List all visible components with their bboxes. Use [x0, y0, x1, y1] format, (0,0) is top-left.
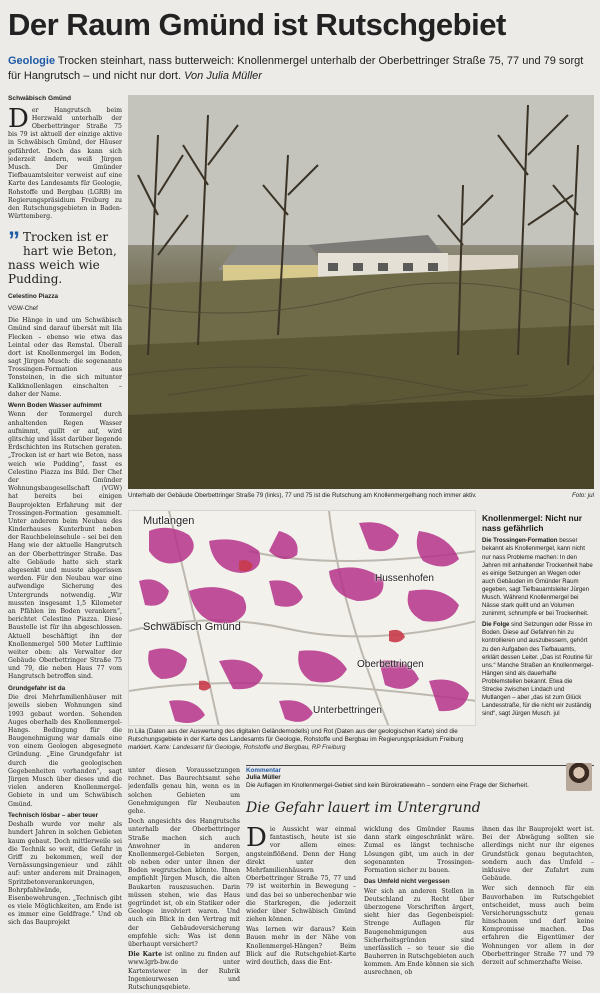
comment-divider [246, 765, 594, 766]
dateline: Schwäbisch Gmünd [8, 95, 72, 102]
map-label-unterbettringen: Unterbettringen [313, 705, 382, 716]
map-label-hussenhofen: Hussenhofen [375, 573, 434, 584]
article-paragraph: Wenn der Tonmergel durch anhaltenden Regen Wasser aufnimmt, quillt er auf, wird glitschig und lässt darüber liegende Erdschichten ins Rutschen geraten. „Trocken ist er hart wie Beton, nass weich wie Pudding“, fasst es Celestino Piazza ins Bild. Der Chef der Gmünder Wohnungsbaugesellschaft (VGW) hat bereits bei einigen Bauprojekten Erfahrung mit der Trossingen-Formation gesammelt. Unter anderem beim Neubau des Kinderhauses Kunterbunt neben der Rauchbeleinsehule – sei bei den Hang wie der aktuelle Hangrutsch an der Oberbettringer Straße. Das alte Gebäude hatte sich stark abgesenkt und musste abgerissen werden. Für den Neubau war eine aufwendige Sicherung des Untergrunds notwendig. „Wir mussten insgesamt 1,5 Kilometer an Pfählen im Boden verankern“, berichtet Celestino Piazza. Diese Baustelle ist für ihn abgeschlossen. Aktuell beschäftigt ihn der Knollenmergel 500 Meter Luftlinie weiter oben: als Verwalter der Gebäude Oberbettringer Straße 75 und 79, die neben Haus 77 vom Hangrutsch betroffen sind. [8, 411, 122, 681]
comment-subheading: Das Umfeld nicht vergessen [364, 878, 450, 886]
comment-tag: Kommentar [246, 767, 281, 774]
article-paragraph: unter diesen Voraussetzungen rechnet. Das Baurechtsamt sehe jedenfalls genau hin, wenn es in solchen Gebieten um Genehmigungen für Neubauten gehe. [128, 767, 240, 815]
comment-column-1: Die Aussicht war einmal fantastisch, heute ist sie vor allem eines: angsteinflößend. Denn der Hang direkt unter den Mehrfamilienhäusern Oberbettringer Straße 75, 77 und 79 ist weiterhin in Bewegung – und das bei so unberechenbar wie die Starkregen, die jederzeit wieder über Schwäbisch Gmünd ziehen können. Was lernen wir daraus? Kein Bauen mehr in der Nähe von Knollenmergel-Hängen? Beim Blick auf die Rutschgebiet-Karte wird deutlich, dass die Ent- [246, 826, 356, 966]
quote-mark-icon: ” [8, 227, 20, 255]
photo-credit: Foto: jul [571, 492, 594, 499]
sidebar-title: Knollenmergel: Nicht nur nass gefährlich [482, 513, 583, 533]
landslide-map-svg [129, 511, 476, 726]
comment-title: Die Gefahr lauert im Untergrund [246, 800, 481, 816]
subheading: Technisch lösbar – aber teuer [8, 811, 99, 819]
article-paragraph: Doch angesichts des Hangrutschs unterhalb der Oberbettringer Straße machen sich auch Anwohner in anderen Knollenmergel-Gebieten Sorgen, ob neben oder unter ihnen der Boden wegrutschen könnte. Ihnen empfiehlt Jürgen Musch, die alten Baukarten rauszusuchen. Darin müssen stehen, wie das Haus gegründet ist, ob ein Statiker oder Geologe involviert waren. Und auch ein Blick in den Vertrag mit der Gebäudeversicherung empfehle sich: Was ist denn überhaupt versichert? [128, 818, 240, 948]
info-sidebar [482, 514, 594, 721]
article-paragraph: Die Hänge in und um Schwäbisch Gmünd sind darauf übersät mit lila Flecken – ebenso wie etwa das Leintal oder das Remstal. Überall dort ist Knollenmergel im Boden, sagt Jürgen Musch: die sogenannte Trossingen-Formation aus Tonsteinen, in die sich mitunter Kalkknollenlagen einschalten – daher der Name. [8, 317, 122, 398]
quote-role: VGW-Chef [8, 304, 38, 312]
comment-column-2: wicklung des Gmünder Raums dann stark eingeschränkt wäre. Zumal es längst technische Lösungen gibt, um auch in der sogenannten Trossingen-Formation sicher zu bauen. Das Umfeld nicht vergessen Wer sich an anderen Stellen in Deutschland zu Recht über überzogene Vorschriften ärgert, sieht hier das Gegenbeispiel: Strenge Auflagen für Baugenehmigungen aus Sicherheitsgründen sind unerlässlich – so teuer sie die Bauherren in Rutschgebieten auch kommen. Am Ende können sie sich ausrechnen, ob [364, 826, 474, 977]
dropcap: D [8, 103, 29, 134]
pull-quote [8, 229, 122, 313]
map-label-oberbettringen: Oberbettringen [357, 659, 424, 670]
article-column-1 [8, 95, 122, 990]
map-caption [128, 728, 476, 753]
subhead-kicker: Geologie [8, 55, 56, 67]
quote-name: Celestino Piazza [8, 292, 59, 300]
map-label-schwaebisch-gmuend: Schwäbisch Gmünd [143, 621, 241, 633]
article-paragraph: Deshalb wurde vor mehr als hundert Jahren in solchen Gebieten kaum gebaut. Doch mittlerweile sei die Technik so weit, die Gefahr in Griff zu bekommen, weil der Vernässungsingenieur und zählt auf: unter anderem mit Drainagen, Spritzbetonverankerungen, Bohrpfahlwände, Eisenbewehrungen. „Technisch gibt es viele Möglichkeiten, am Ende ist es immer eine Geldfrage.“ Und ob sich das Bauprojekt [8, 821, 122, 927]
article-paragraph: Die drei Mehrfamilienhäuser mit jeweils sieben Wohnungen sind 1993 gebaut worden. Sehenden Auges oberhalb des Knollenmergel-Hangs. Bedingung für die Baugenehmigung war damals eine von einem Geologen abgesegnete Gründung. „Eine Grundgefahr ist durch die geologischen Gegebenheiten vorhanden“, sagt Jürgen Musch über dieses und die vielen anderen Knollenmergel-Gebiete in und um Schwäbisch Gmünd. [8, 694, 122, 808]
quote-text: Trocken ist er hart wie Beton, nass weich wie Pudding. [8, 230, 117, 286]
photo-caption-text: Unterhalb der Gebäude Oberbettringer Straße 79 (links), 77 und 75 ist die Rutschung am Knollenmergelhang noch immer aktiv. [128, 492, 477, 499]
subheading: Wenn Boden Wasser aufnimmt [8, 402, 102, 410]
hillside-photo [128, 95, 594, 489]
subheading: Grundgefahr ist da [8, 684, 66, 692]
photo-caption [128, 492, 594, 499]
comment-author: Julia Müller [246, 774, 281, 781]
author-avatar [566, 763, 592, 791]
map-caption-text: In Lila (Daten aus der Auswertung des digitalen Geländemodells) und Rot (Daten aus der geologischen Karte) sind die Rutschungsgebiete in der Karte des Landesamts für Geologie, Rohstoffe und Bergbau im Regierungspräsidium Freiburg markiert. [128, 728, 464, 752]
landslide-map [128, 510, 476, 726]
comment-column-3: ihnen das ihr Bauprojekt wert ist. Bei der Abwägung sollten sie allerdings nicht nur ihr eigenes Grundstück genau begutachten, sondern auch das Umfeld – inklusive der Zufahrt zum Gebäude. Wer sich dennoch für ein Bauvorhaben im Rutschgebiet entscheidet, muss auch beim Versicherungsschutz genau hinschauen und darf keine Kompromisse machen. Das erfahren die Eigentümer der Wohnungen vor allem in der Oberbettringer Straße 77 und 79 derzeit auf schmerzhafte Weise. [482, 826, 594, 966]
comment-header [246, 767, 594, 789]
article-paragraph: Die Karte ist online zu finden auf www.lgrb-bw.de unter Kartenviewer in der Rubrik Ingenieurwesen und Rutschungsgebiete. [128, 951, 240, 990]
comment-teaser: Die Auflagen im Knollenmergel-Gebiet sind kein Bürokratiewahn – sondern eine Frage der Sicherheit. [246, 782, 529, 789]
map-label-mutlangen: Mutlangen [143, 515, 195, 527]
article-paragraph: Der Hangrutsch beim Herzwald unterhalb der Oberbettringer Straße 75 bis 79 ist aktuell der einzige aktive in Schwäbisch Gmünd, der Häuser gefährdet. Doch das kann sich jederzeit ändern, weiß Jürgen Musch. Der Gmünder Tiefbauamtsleiter verweist auf eine Karte des Landesamts für Geologie, Rohstoffe und Bergbau (LGRB) im Regierungspräsidium Freiburg zu den Rutschungsgebieten in Baden-Württemberg. [8, 103, 122, 221]
map-source: Karte: Landesamt für Geologie, Rohstoffe und Bergbau, RP Freiburg [154, 744, 346, 752]
subhead-author: Von Julia Müller [184, 69, 262, 82]
article-column-2 [128, 767, 240, 990]
comment-dropcap: D [246, 826, 267, 853]
subhead [8, 54, 592, 84]
sidebar-paragraph: Die Folge sind Setzungen oder Risse im Boden. Diese auf Gefahren hin zu kontrollieren und auszubessern, gehört zu den Aufgaben des Tiefbauamts, erklärt dessen Leiter. „Das ist Routine für uns.“ Manche Straßen an Knollenmergel-Hängen sind als dauerhafte Problemstellen bekannt. Etwa die Strecke zwischen Lindach und Mutlangen – aber „das ist zum Glück Landesstraße, für die nicht wir zuständig sind“, sagt Jürgen Musch. jul [482, 621, 594, 718]
subhead-text: Trocken steinhart, nass butterweich: Knollenmergel unterhalb der Oberbettringer Straße 75, 77 und 79 sorgt für Hangrutsch – und nicht nur dort. [8, 55, 584, 82]
headline: Der Raum Gmünd ist Rutschgebiet [8, 7, 506, 42]
sidebar-paragraph: Die Trossingen-Formation besser bekannt als Knollenmergel, kann nicht nur nass Probleme machen: In den Jahren mit anhaltender Trockenheit habe es einige Setzungen an Wegen oder auch Gebäuden im Gmünder Raum gegeben, sagt Tiefbauamtsleiter Jürgen Musch. Während Knollenmergel bei Nässe stark quillt und an Volumen zunimmt, schrumpfe er bei Trockenheit. [482, 537, 593, 618]
hillside-photo-svg [128, 95, 594, 489]
